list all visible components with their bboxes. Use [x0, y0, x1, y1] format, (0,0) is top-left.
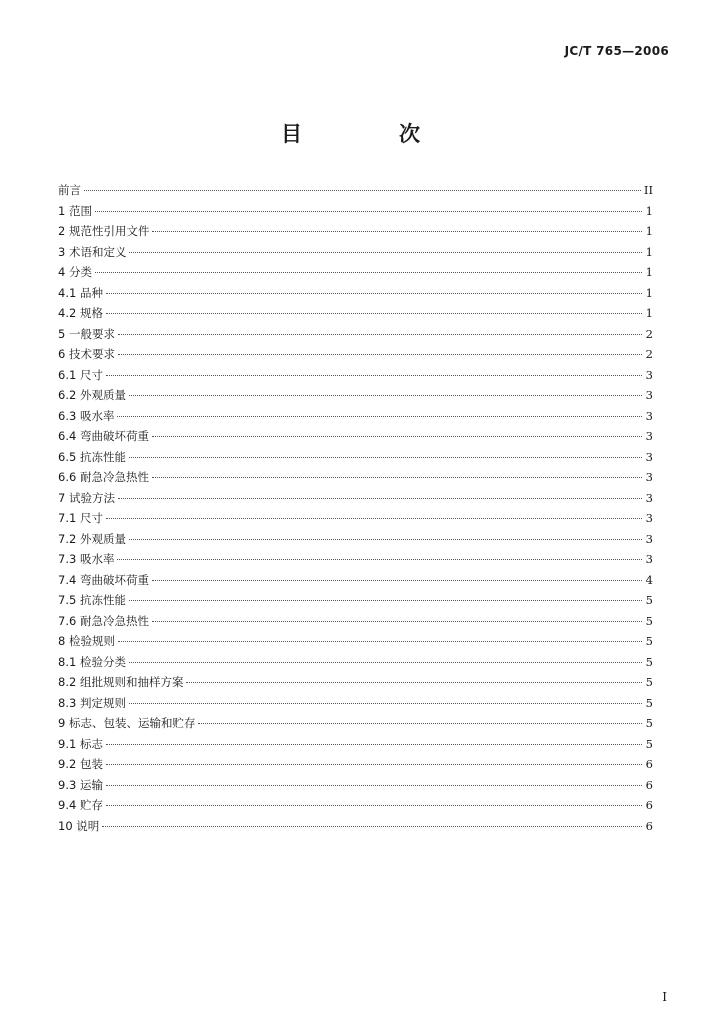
toc-entry-page: 5: [645, 654, 653, 669]
dot-leader: [198, 723, 642, 724]
dot-leader: [152, 477, 642, 478]
toc-entry-page: 1: [645, 306, 653, 320]
toc-entry[interactable]: [58, 529, 653, 550]
toc-entry-label: 6.4 弯曲破坏荷重: [58, 429, 149, 443]
toc-entry[interactable]: [58, 242, 653, 263]
toc-entry-label: 6.5 抗冻性能: [58, 449, 126, 464]
toc-entry-label: 6.1 尺寸: [58, 367, 103, 382]
dot-leader: [129, 457, 642, 458]
toc-entry-page: 3: [645, 367, 653, 382]
dot-leader: [106, 744, 642, 745]
toc-entry-label: 8.2 组批规则和抽样方案: [58, 675, 184, 689]
toc-entry-label: 4.2 规格: [58, 306, 103, 320]
toc-entry-page: 3: [645, 408, 653, 423]
toc-entry-label: 9.3 运输: [58, 777, 103, 792]
toc-entry-page: II: [643, 183, 653, 197]
toc-entry[interactable]: [58, 180, 653, 201]
toc-entry[interactable]: [58, 324, 653, 345]
dot-leader: [152, 621, 642, 622]
dot-leader: [118, 354, 642, 355]
toc-entry[interactable]: [58, 508, 653, 529]
toc-entry-label: 2 规范性引用文件: [58, 224, 150, 238]
dot-leader: [95, 211, 642, 212]
toc-entry[interactable]: [58, 488, 653, 509]
toc-entry[interactable]: [58, 672, 653, 693]
toc-entry[interactable]: [58, 549, 653, 570]
toc-entry-label: 9.2 包装: [58, 757, 103, 771]
toc-entry[interactable]: [58, 283, 653, 304]
page-title: 目 次: [281, 122, 458, 146]
toc-entry-label: 7.5 抗冻性能: [58, 593, 126, 607]
dot-leader: [129, 600, 642, 601]
toc-entry-label: 前言: [58, 183, 81, 197]
dot-leader: [118, 334, 642, 335]
toc-entry[interactable]: [58, 426, 653, 447]
dot-leader: [129, 395, 642, 396]
toc-entry-label: 7.3 吸水率: [58, 552, 115, 566]
toc-entry-page: 5: [645, 736, 653, 751]
toc-entry-page: 2: [645, 326, 653, 341]
toc-entry-label: 4.1 品种: [58, 285, 103, 300]
toc-entry[interactable]: [58, 652, 653, 673]
dot-leader: [106, 293, 642, 294]
dot-leader: [186, 682, 642, 683]
dot-leader: [117, 416, 642, 417]
toc-entry[interactable]: [58, 816, 653, 837]
dot-leader: [129, 252, 642, 253]
toc-entry-label: 3 术语和定义: [58, 244, 127, 259]
toc-entry-label: 7.1 尺寸: [58, 511, 103, 525]
dot-leader: [118, 498, 642, 499]
toc-entry-label: 8.3 判定规则: [58, 695, 126, 710]
toc-entry-label: 8.1 检验分类: [58, 654, 126, 669]
toc-entry-page: 6: [645, 798, 653, 812]
dot-leader: [106, 764, 642, 765]
toc-entry-label: 9.4 贮存: [58, 798, 103, 812]
toc-entry-label: 9.1 标志: [58, 736, 103, 751]
dot-leader: [152, 231, 642, 232]
toc-entry-label: 4 分类: [58, 265, 92, 279]
dot-leader: [106, 805, 642, 806]
toc-entry[interactable]: [58, 344, 653, 365]
dot-leader: [129, 662, 642, 663]
toc-entry[interactable]: [58, 590, 653, 611]
toc-entry[interactable]: [58, 221, 653, 242]
dot-leader: [129, 539, 642, 540]
dot-leader: [84, 190, 641, 191]
toc-entry-label: 8 检验规则: [58, 634, 115, 648]
toc-entry-page: 3: [645, 449, 653, 464]
dot-leader: [117, 559, 642, 560]
dot-leader: [152, 436, 642, 437]
toc-entry[interactable]: [58, 631, 653, 652]
page-number: I: [662, 990, 667, 1004]
dot-leader: [118, 641, 642, 642]
toc-entry-page: 4: [645, 572, 653, 587]
toc-entry-label: 1 范围: [58, 203, 92, 218]
dot-leader: [106, 518, 642, 519]
toc-entry-label: 9 标志、包装、运输和贮存: [58, 716, 196, 730]
toc-entry-label: 6.3 吸水率: [58, 408, 115, 423]
toc-entry-label: 7 试验方法: [58, 490, 115, 505]
table-of-contents: [58, 180, 653, 836]
toc-entry-page: 3: [645, 388, 653, 402]
toc-entry-page: 3: [645, 470, 653, 484]
toc-entry-label: 7.4 弯曲破坏荷重: [58, 572, 149, 587]
toc-entry-page: 5: [645, 695, 653, 710]
toc-entry[interactable]: [58, 754, 653, 775]
toc-entry-label: 5 一般要求: [58, 326, 115, 341]
toc-entry-page: 2: [645, 347, 653, 361]
toc-entry-page: 3: [645, 511, 653, 525]
toc-entry[interactable]: [58, 570, 653, 591]
dot-leader: [152, 580, 642, 581]
toc-entry-page: 1: [645, 244, 653, 259]
dot-leader: [95, 272, 642, 273]
toc-entry-page: 3: [645, 490, 653, 505]
toc-entry[interactable]: [58, 365, 653, 386]
toc-entry-page: 1: [645, 265, 653, 279]
toc-entry-label: 7.2 外观质量: [58, 531, 126, 546]
toc-entry[interactable]: [58, 713, 653, 734]
toc-entry[interactable]: [58, 262, 653, 283]
toc-entry-page: 5: [645, 634, 653, 648]
toc-entry[interactable]: [58, 303, 653, 324]
toc-entry-page: 6: [645, 777, 653, 792]
dot-leader: [106, 313, 642, 314]
document-code: JC/T 765—2006: [564, 44, 669, 58]
toc-entry[interactable]: [58, 693, 653, 714]
dot-leader: [106, 375, 642, 376]
toc-entry[interactable]: [58, 795, 653, 816]
toc-entry-page: 3: [645, 531, 653, 546]
toc-entry-label: 7.6 耐急冷急热性: [58, 613, 149, 628]
toc-entry-page: 3: [645, 429, 653, 443]
toc-entry-page: 6: [645, 757, 653, 771]
dot-leader: [102, 826, 642, 827]
toc-entry-page: 5: [645, 613, 653, 628]
toc-entry-page: 6: [645, 818, 653, 833]
toc-entry-page: 5: [645, 593, 653, 607]
toc-entry-page: 3: [645, 552, 653, 566]
toc-entry-label: 6.2 外观质量: [58, 388, 126, 402]
toc-entry[interactable]: [58, 447, 653, 468]
toc-entry[interactable]: [58, 734, 653, 755]
toc-entry-page: 1: [645, 203, 653, 218]
dot-leader: [106, 785, 642, 786]
toc-entry[interactable]: [58, 406, 653, 427]
toc-entry-page: 1: [645, 224, 653, 238]
toc-entry[interactable]: [58, 775, 653, 796]
toc-entry[interactable]: [58, 611, 653, 632]
toc-entry-page: 5: [645, 675, 653, 689]
dot-leader: [129, 703, 642, 704]
toc-entry-label: 6 技术要求: [58, 347, 115, 361]
toc-entry-page: 5: [645, 716, 653, 730]
toc-entry[interactable]: [58, 467, 653, 488]
toc-entry-page: 1: [645, 285, 653, 300]
toc-entry[interactable]: [58, 201, 653, 222]
toc-entry-label: 6.6 耐急冷急热性: [58, 470, 149, 484]
toc-entry[interactable]: [58, 385, 653, 406]
toc-entry-label: 10 说明: [58, 818, 100, 833]
